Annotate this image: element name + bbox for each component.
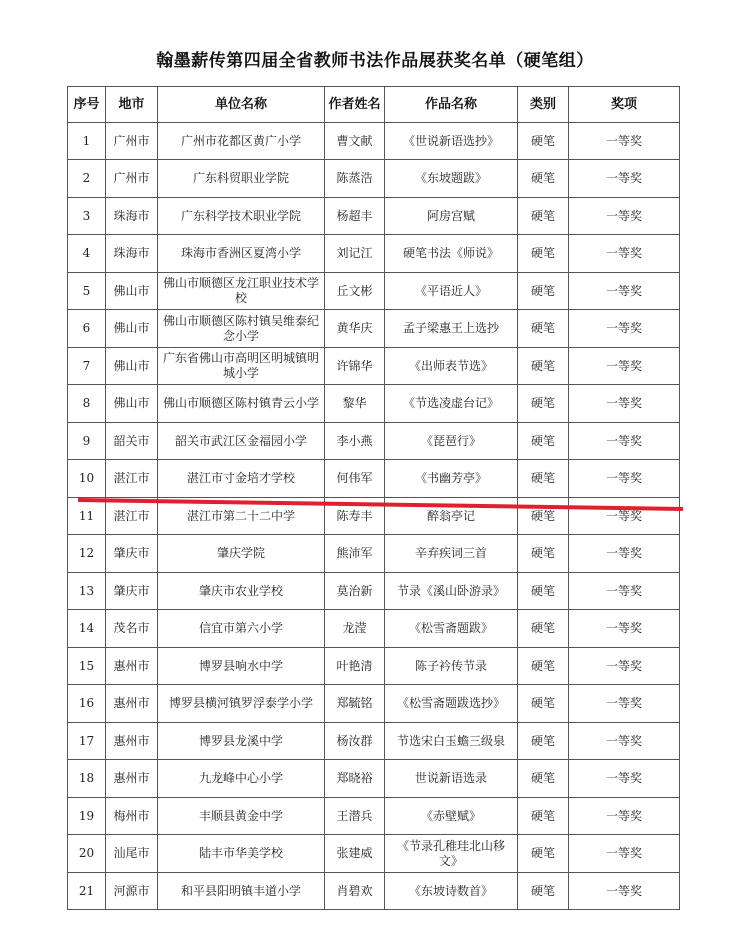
cell-category: 硬笔 [518,610,569,648]
cell-city: 湛江市 [106,460,158,498]
cell-unit: 广州市花都区黄广小学 [158,123,325,160]
cell-city: 韶关市 [106,423,158,460]
cell-city: 梅州市 [106,798,158,835]
cell-award: 一等奖 [569,723,680,760]
cell-author: 杨超丰 [325,198,385,235]
cell-award: 一等奖 [569,235,680,273]
cell-unit: 肇庆市农业学校 [158,573,325,610]
cell-work: 《松雪斋题跋选抄》 [385,685,518,723]
cell-award: 一等奖 [569,798,680,835]
table-row [68,535,680,573]
cell-work: 《赤壁赋》 [385,798,518,835]
cell-unit: 丰顺县黄金中学 [158,798,325,835]
cell-index: 15 [68,648,106,685]
cell-index: 5 [68,273,106,310]
cell-city: 广州市 [106,160,158,198]
award-table [67,86,680,910]
cell-index: 11 [68,498,106,535]
cell-city: 珠海市 [106,235,158,273]
cell-unit: 广东科贸职业学院 [158,160,325,198]
cell-author: 杨汝群 [325,723,385,760]
cell-work: 《东坡诗数首》 [385,873,518,910]
cell-index: 7 [68,348,106,385]
cell-award: 一等奖 [569,385,680,423]
cell-category: 硬笔 [518,685,569,723]
cell-award: 一等奖 [569,873,680,910]
cell-city: 肇庆市 [106,535,158,573]
cell-author: 何伟军 [325,460,385,498]
cell-award: 一等奖 [569,460,680,498]
cell-unit: 广东省佛山市高明区明城镇明城小学 [158,348,325,385]
header-row [68,87,680,123]
cell-author: 陈蒸浩 [325,160,385,198]
cell-city: 惠州市 [106,723,158,760]
cell-category: 硬笔 [518,460,569,498]
cell-work: 《节录孔稚珪北山移文》 [385,835,518,873]
cell-author: 黎华 [325,385,385,423]
cell-city: 湛江市 [106,498,158,535]
cell-author: 龙滢 [325,610,385,648]
table-row [68,385,680,423]
cell-award: 一等奖 [569,198,680,235]
cell-unit: 博罗县横河镇罗浮泰学小学 [158,685,325,723]
cell-category: 硬笔 [518,535,569,573]
table-row [68,648,680,685]
col-header-award: 奖项 [569,87,680,123]
cell-city: 珠海市 [106,198,158,235]
cell-work: 《平语近人》 [385,273,518,310]
cell-award: 一等奖 [569,123,680,160]
cell-award: 一等奖 [569,835,680,873]
cell-work: 《书幽芳亭》 [385,460,518,498]
cell-category: 硬笔 [518,385,569,423]
cell-index: 20 [68,835,106,873]
cell-award: 一等奖 [569,610,680,648]
cell-index: 2 [68,160,106,198]
cell-author: 许锦华 [325,348,385,385]
cell-index: 10 [68,460,106,498]
cell-unit: 佛山市顺德区陈村镇青云小学 [158,385,325,423]
cell-city: 惠州市 [106,760,158,798]
cell-unit: 湛江市寸金培才学校 [158,460,325,498]
col-header-index: 序号 [68,87,106,123]
col-header-author: 作者姓名 [325,87,385,123]
cell-award: 一等奖 [569,573,680,610]
cell-category: 硬笔 [518,873,569,910]
cell-unit: 佛山市顺德区龙江职业技术学校 [158,273,325,310]
cell-index: 13 [68,573,106,610]
cell-category: 硬笔 [518,498,569,535]
cell-city: 佛山市 [106,348,158,385]
cell-index: 3 [68,198,106,235]
cell-author: 张建威 [325,835,385,873]
cell-author: 刘记江 [325,235,385,273]
cell-work: 节选宋白玉蟾三级泉 [385,723,518,760]
cell-index: 9 [68,423,106,460]
cell-award: 一等奖 [569,423,680,460]
cell-category: 硬笔 [518,273,569,310]
cell-author: 郑晓裕 [325,760,385,798]
cell-award: 一等奖 [569,498,680,535]
cell-author: 郑毓铭 [325,685,385,723]
cell-award: 一等奖 [569,160,680,198]
cell-index: 19 [68,798,106,835]
cell-category: 硬笔 [518,123,569,160]
cell-work: 世说新语选录 [385,760,518,798]
cell-author: 肖碧欢 [325,873,385,910]
table-row [68,873,680,910]
cell-work: 《世说新语选抄》 [385,123,518,160]
cell-category: 硬笔 [518,160,569,198]
cell-category: 硬笔 [518,760,569,798]
cell-author: 莫治新 [325,573,385,610]
cell-award: 一等奖 [569,760,680,798]
col-header-unit: 单位名称 [158,87,325,123]
cell-author: 王潜兵 [325,798,385,835]
cell-award: 一等奖 [569,348,680,385]
cell-work: 醉翁亭记 [385,498,518,535]
cell-unit: 博罗县龙溪中学 [158,723,325,760]
cell-author: 曹文献 [325,123,385,160]
cell-category: 硬笔 [518,798,569,835]
cell-unit: 和平县阳明镇丰道小学 [158,873,325,910]
cell-index: 1 [68,123,106,160]
cell-unit: 广东科学技术职业学院 [158,198,325,235]
cell-author: 黄华庆 [325,310,385,348]
cell-category: 硬笔 [518,310,569,348]
cell-work: 孟子梁惠王上选抄 [385,310,518,348]
cell-city: 佛山市 [106,385,158,423]
cell-unit: 佛山市顺德区陈村镇吴维泰纪念小学 [158,310,325,348]
cell-work: 硬笔书法《师说》 [385,235,518,273]
cell-city: 惠州市 [106,648,158,685]
cell-unit: 韶关市武江区金福园小学 [158,423,325,460]
cell-unit: 湛江市第二十二中学 [158,498,325,535]
cell-index: 8 [68,385,106,423]
cell-work: 《松雪斋题跋》 [385,610,518,648]
table-row [68,610,680,648]
cell-author: 丘文彬 [325,273,385,310]
col-header-category: 类别 [518,87,569,123]
table-row [68,685,680,723]
table-row [68,123,680,160]
cell-city: 汕尾市 [106,835,158,873]
cell-index: 16 [68,685,106,723]
cell-work: 《东坡题跋》 [385,160,518,198]
cell-work: 陈子衿传节录 [385,648,518,685]
cell-award: 一等奖 [569,273,680,310]
cell-author: 李小燕 [325,423,385,460]
cell-city: 茂名市 [106,610,158,648]
cell-author: 陈寿丰 [325,498,385,535]
cell-work: 《节选凌虚台记》 [385,385,518,423]
table-row [68,310,680,348]
table-row [68,160,680,198]
cell-city: 佛山市 [106,310,158,348]
cell-award: 一等奖 [569,685,680,723]
cell-category: 硬笔 [518,723,569,760]
cell-award: 一等奖 [569,648,680,685]
cell-unit: 博罗县响水中学 [158,648,325,685]
cell-category: 硬笔 [518,835,569,873]
cell-index: 18 [68,760,106,798]
table-row [68,235,680,273]
table-row [68,723,680,760]
cell-index: 6 [68,310,106,348]
table-row [68,760,680,798]
cell-category: 硬笔 [518,235,569,273]
cell-work: 《出师表节选》 [385,348,518,385]
page-title: 翰墨薪传第四届全省教师书法作品展获奖名单（硬笔组） [156,51,594,71]
cell-unit: 肇庆学院 [158,535,325,573]
cell-unit: 九龙峰中心小学 [158,760,325,798]
cell-work: 《琵琶行》 [385,423,518,460]
cell-city: 惠州市 [106,685,158,723]
cell-category: 硬笔 [518,648,569,685]
cell-category: 硬笔 [518,198,569,235]
cell-work: 节录《溪山卧游录》 [385,573,518,610]
col-header-city: 地市 [106,87,158,123]
table-row [68,835,680,873]
cell-award: 一等奖 [569,535,680,573]
cell-index: 17 [68,723,106,760]
table-row [68,348,680,385]
cell-award: 一等奖 [569,310,680,348]
table-row [68,273,680,310]
cell-city: 广州市 [106,123,158,160]
table-row [68,423,680,460]
cell-city: 佛山市 [106,273,158,310]
cell-index: 12 [68,535,106,573]
cell-unit: 陆丰市华美学校 [158,835,325,873]
cell-category: 硬笔 [518,423,569,460]
cell-city: 肇庆市 [106,573,158,610]
cell-author: 熊沛军 [325,535,385,573]
col-header-work: 作品名称 [385,87,518,123]
cell-work: 辛弃疾词三首 [385,535,518,573]
cell-index: 21 [68,873,106,910]
cell-index: 4 [68,235,106,273]
cell-unit: 信宜市第六小学 [158,610,325,648]
cell-unit: 珠海市香洲区夏湾小学 [158,235,325,273]
table-row [68,573,680,610]
cell-city: 河源市 [106,873,158,910]
table-row [68,798,680,835]
cell-category: 硬笔 [518,348,569,385]
table-row [68,198,680,235]
cell-work: 阿房宫赋 [385,198,518,235]
table-row [68,460,680,498]
cell-author: 叶艳清 [325,648,385,685]
cell-index: 14 [68,610,106,648]
cell-category: 硬笔 [518,573,569,610]
